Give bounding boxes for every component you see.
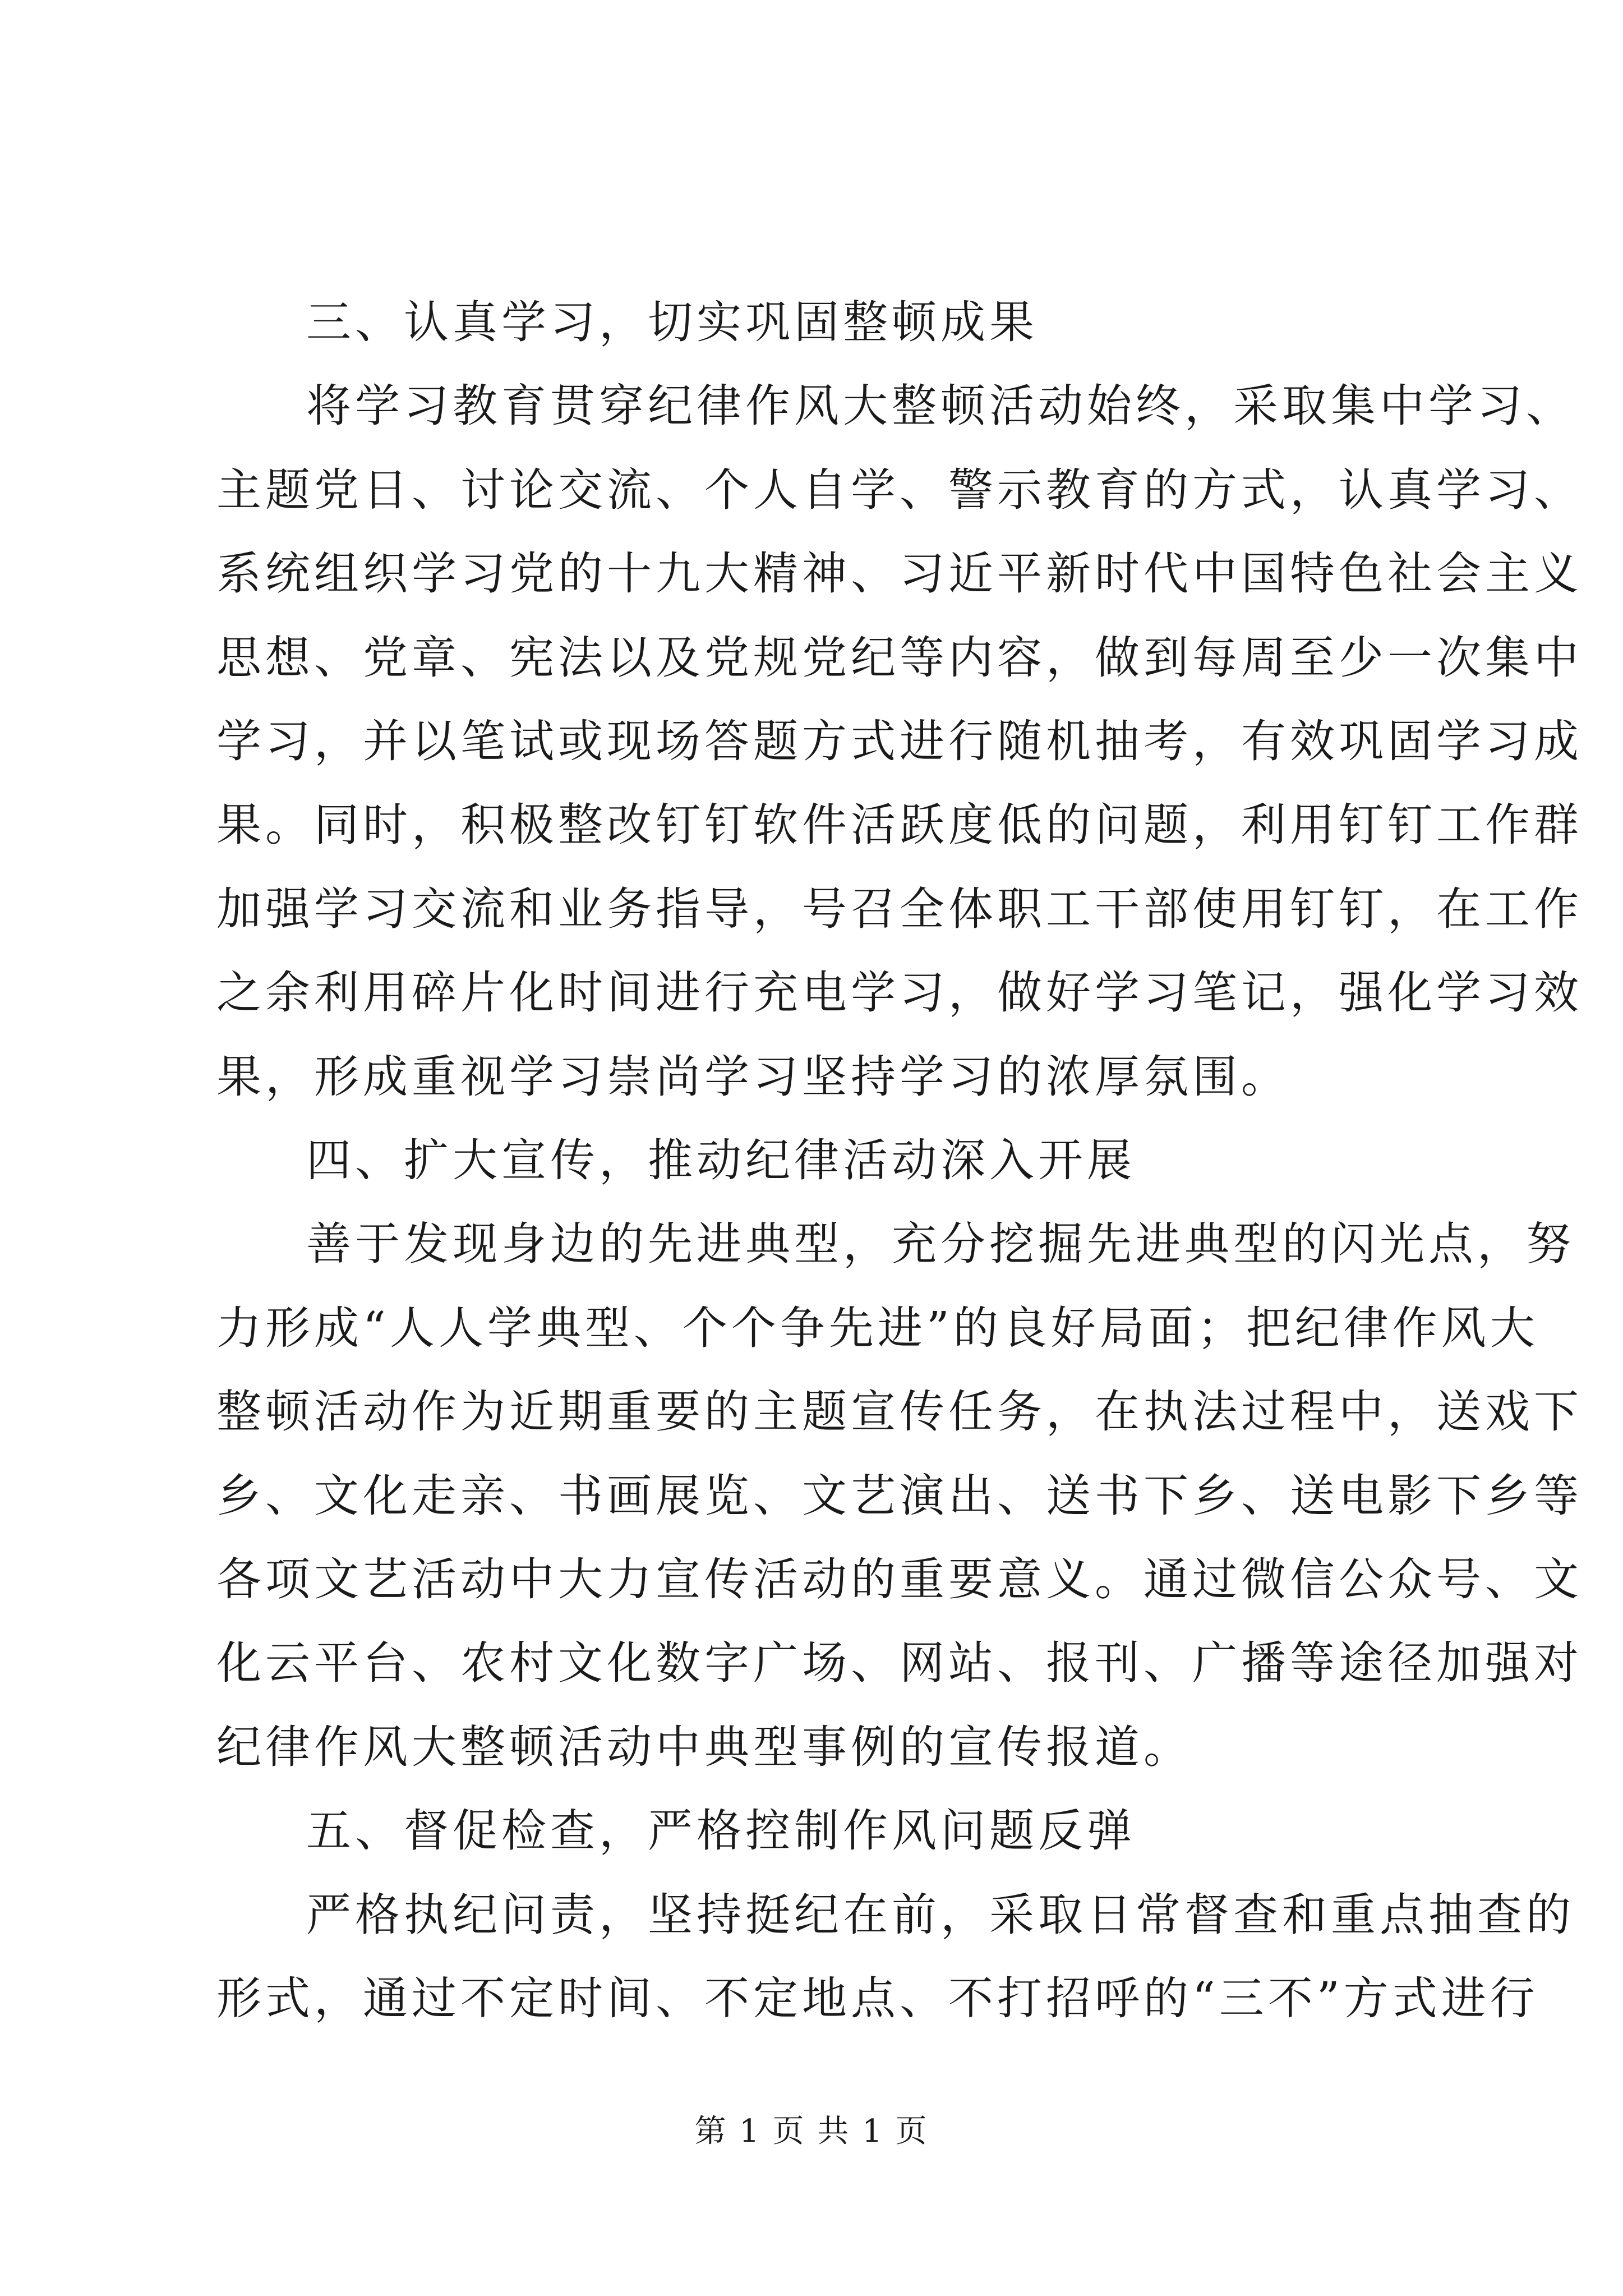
paragraph-line: 力形成“人人学典型、个个争先进”的良好局面；把纪律作风大 — [216, 1301, 1539, 1354]
paragraph-line: 主题党日、讨论交流、个人自学、警示教育的方式，认真学习、 — [216, 463, 1583, 516]
paragraph-line: 之余利用碎片化时间进行充电学习，做好学习笔记，强化学习效 — [216, 967, 1583, 1019]
section-heading-4: 四、扩大宣传，推动纪律活动深入开展 — [306, 1134, 1136, 1186]
paragraph-line: 善于发现身边的先进典型，充分挖掘先进典型的闪光点，努 — [306, 1218, 1575, 1271]
paragraph-line: 学习，并以笔试或现场答题方式进行随机抽考，有效巩固学习成 — [216, 715, 1583, 767]
paragraph-line: 系统组织学习党的十九大精神、习近平新时代中国特色社会主义 — [216, 547, 1583, 600]
paragraph-line: 加强学习交流和业务指导，号召全体职工干部使用钉钉，在工作 — [216, 882, 1583, 935]
paragraph-line: 严格执纪问责，坚持挺纪在前，采取日常督查和重点抽查的 — [306, 1888, 1575, 1941]
paragraph-line: 整顿活动作为近期重要的主题宣传任务，在执法过程中，送戏下 — [216, 1386, 1583, 1438]
page-footer: 第 1 页 共 1 页 — [694, 2113, 929, 2150]
paragraph-line: 果。同时，积极整改钉钉软件活跃度低的问题，利用钉钉工作群 — [216, 799, 1583, 852]
paragraph-line: 思想、党章、宪法以及党规党纪等内容，做到每周至少一次集中 — [216, 631, 1583, 684]
paragraph-line: 乡、文化走亲、书画展览、文艺演出、送书下乡、送电影下乡等 — [216, 1469, 1583, 1522]
paragraph-line: 形式，通过不定时间、不定地点、不打招呼的“三不”方式进行 — [216, 1972, 1539, 2024]
paragraph-line: 纪律作风大整顿活动中典型事例的宣传报道。 — [216, 1720, 1192, 1773]
section-heading-3: 三、认真学习，切实巩固整顿成果 — [306, 296, 1038, 348]
section-heading-5: 五、督促检查，严格控制作风问题反弹 — [306, 1805, 1136, 1857]
paragraph-line: 将学习教育贯穿纪律作风大整顿活动始终，采取集中学习、 — [306, 380, 1575, 432]
paragraph-line: 果，形成重视学习崇尚学习坚持学习的浓厚氛围。 — [216, 1050, 1290, 1103]
paragraph-line: 各项文艺活动中大力宣传活动的重要意义。通过微信公众号、文 — [216, 1553, 1583, 1605]
paragraph-line: 化云平台、农村文化数字广场、网站、报刊、广播等途径加强对 — [216, 1637, 1583, 1690]
